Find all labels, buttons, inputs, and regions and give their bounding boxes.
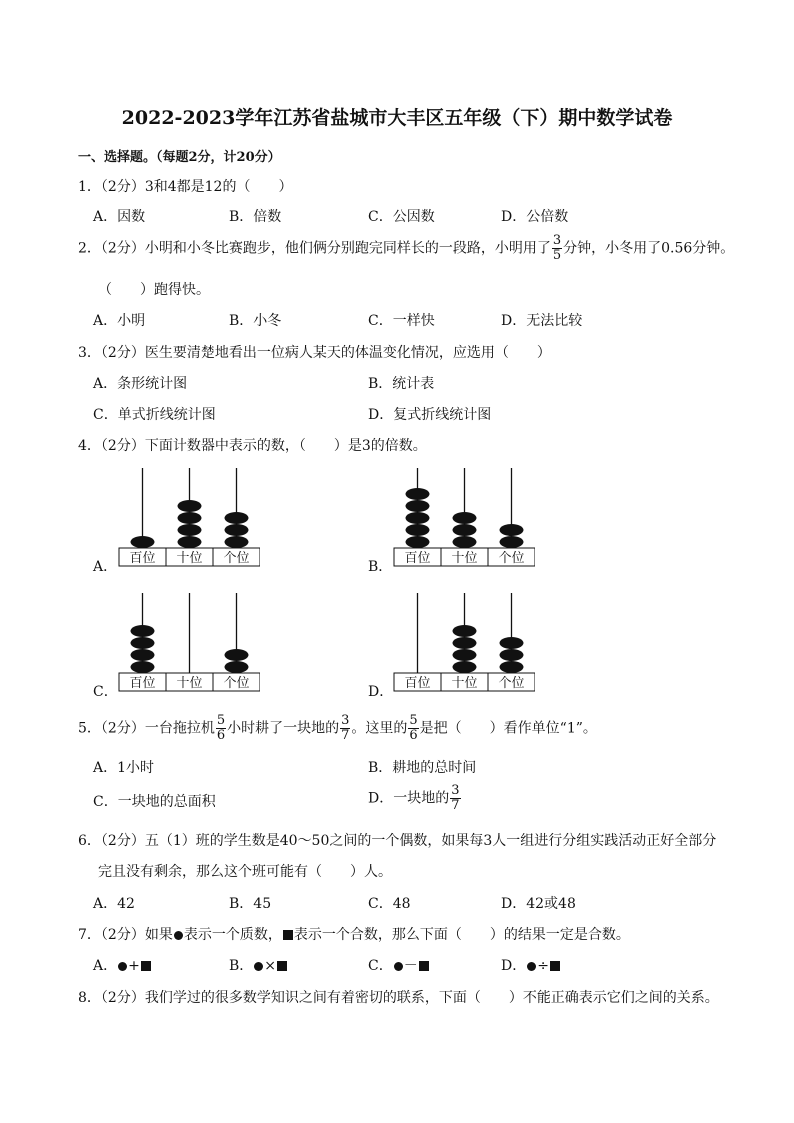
q5-option-d[interactable]: [368, 784, 462, 813]
q2-option-c[interactable]: C．一样快: [368, 313, 435, 329]
q1-option-b[interactable]: B．倍数: [229, 209, 282, 225]
q5-f2-numerator: 3: [341, 713, 350, 728]
abacus-bead: [500, 524, 524, 536]
abacus-bead: [225, 524, 249, 536]
q7-option-a-label: A．: [93, 958, 118, 974]
q2-option-a[interactable]: A．小明: [93, 313, 146, 329]
q7-option-a[interactable]: [93, 955, 152, 975]
q5-fraction-2: [340, 714, 350, 743]
q5-fraction-3: [408, 714, 418, 743]
q3-option-a[interactable]: A．条形统计图: [93, 376, 188, 392]
q6-option-d[interactable]: D．42或48: [501, 896, 576, 912]
q1-option-c[interactable]: C．公因数: [368, 209, 435, 225]
q7-op-times: ×: [264, 958, 277, 974]
abacus-place-label: 个位: [223, 676, 250, 691]
q7-option-d-label: D．: [501, 958, 527, 974]
abacus-place-label: 百位: [404, 551, 431, 566]
abacus-graphic: [393, 466, 535, 570]
q5-stem-part3: 。这里的: [351, 720, 408, 737]
abacus-bead: [453, 524, 477, 536]
q7-stem-part2: 表示一个质数，: [183, 927, 282, 943]
q7-stem-part3: 表示一个合数，那么下面（ ）的结果一定是合数。: [293, 927, 630, 943]
question-1: 1．（2分）3和4都是12的（ ）: [78, 179, 293, 195]
q3-option-c[interactable]: C．单式折线统计图: [93, 407, 216, 423]
q3-option-b[interactable]: B．统计表: [368, 376, 435, 392]
q2-option-b[interactable]: B．小冬: [229, 313, 282, 329]
square-icon: [550, 961, 560, 971]
q7-op-plus: +: [128, 958, 140, 974]
abacus-place-label: 百位: [129, 551, 156, 566]
abacus-bead: [406, 488, 430, 500]
abacus-bead: [453, 637, 477, 649]
square-icon: [277, 961, 287, 971]
abacus-bead: [500, 536, 524, 548]
q5-fraction-1: [216, 714, 226, 743]
abacus-place-label: 个位: [498, 551, 525, 566]
q4-option-a[interactable]: A．: [93, 559, 118, 575]
q5-option-d-fraction: [450, 784, 460, 813]
abacus-graphic: [393, 591, 535, 695]
q5-stem-part4: 是把（ ）看作单位“1”。: [419, 720, 597, 737]
abacus-bead: [406, 512, 430, 524]
q5-option-d-numerator: 3: [451, 783, 460, 798]
abacus-bead: [500, 649, 524, 661]
q5-option-b[interactable]: B．耕地的总时间: [368, 760, 477, 776]
q1-option-a[interactable]: A．因数: [93, 209, 146, 225]
q5-option-d-denominator: 7: [451, 798, 460, 813]
abacus-graphic: [118, 591, 260, 695]
q4-option-d[interactable]: D．: [368, 684, 394, 700]
q6-option-b[interactable]: B．45: [229, 896, 272, 912]
abacus-bead: [453, 625, 477, 637]
question-5: [78, 714, 597, 743]
q2-stem-line2: （ ）跑得快。: [98, 282, 210, 298]
q2-fraction: [552, 234, 562, 263]
q6-option-c[interactable]: C．48: [368, 896, 411, 912]
abacus-place-label: 十位: [451, 551, 478, 566]
abacus-place-label: 个位: [223, 551, 250, 566]
abacus-bead: [131, 649, 155, 661]
square-icon: [283, 930, 293, 940]
abacus-bead: [178, 500, 202, 512]
abacus-bead: [225, 649, 249, 661]
q5-option-d-text: D．一块地的: [368, 790, 450, 807]
circle-icon: [254, 962, 263, 971]
q5-option-a[interactable]: A．1小时: [93, 760, 155, 776]
q2-stem-part1: 2．（2分）小明和小冬比赛跑步，他们俩分别跑完同样长的一段路，小明用了: [78, 240, 551, 257]
exam-title: 2022-2023学年江苏省盐城市大丰区五年级（下）期中数学试卷: [121, 107, 673, 129]
q7-option-d[interactable]: [501, 955, 561, 975]
abacus-bead: [131, 637, 155, 649]
abacus-a: [118, 466, 260, 574]
abacus-bead: [500, 637, 524, 649]
abacus-bead: [178, 512, 202, 524]
circle-icon: [394, 962, 403, 971]
abacus-bead: [406, 500, 430, 512]
section-heading: 一、选择题。（每题2分，计20分）: [78, 150, 281, 165]
q3-option-d[interactable]: D．复式折线统计图: [368, 407, 492, 423]
question-2: [78, 234, 734, 263]
q5-stem-part1: 5．（2分）一台拖拉机: [78, 720, 215, 737]
q2-fraction-numerator: 3: [552, 233, 562, 248]
q5-stem-part2: 小时耕了一块地的: [227, 720, 340, 737]
q6-option-a[interactable]: A．42: [93, 896, 135, 912]
q7-op-divide: ÷: [537, 958, 549, 974]
circle-icon: [118, 962, 127, 971]
abacus-place-label: 十位: [451, 676, 478, 691]
circle-icon: [174, 931, 183, 940]
square-icon: [141, 961, 151, 971]
q4-option-c[interactable]: C．: [93, 684, 118, 700]
q1-option-d[interactable]: D．公倍数: [501, 209, 569, 225]
abacus-place-label: 百位: [404, 676, 431, 691]
question-6-line2: 完且没有剩余，那么这个班可能有（ ）人。: [98, 864, 392, 880]
q5-f3-denominator: 6: [409, 728, 418, 743]
q2-stem-part2: 分钟，小冬用了0.56分钟。: [563, 240, 735, 257]
abacus-bead: [453, 661, 477, 673]
abacus-bead: [453, 649, 477, 661]
circle-icon: [527, 962, 536, 971]
abacus-bead: [500, 661, 524, 673]
question-6-line1: 6．（2分）五（1）班的学生数是40～50之间的一个偶数，如果每3人一组进行分组实践活动正好全部分: [78, 833, 717, 849]
q7-option-c-label: C．: [368, 958, 393, 974]
abacus-bead: [178, 524, 202, 536]
q7-option-c[interactable]: [368, 955, 430, 975]
q7-option-b[interactable]: [229, 955, 288, 975]
q7-option-b-label: B．: [229, 958, 254, 974]
q7-op-minus: －: [403, 958, 418, 974]
q5-option-c[interactable]: C．一块地的总面积: [93, 794, 216, 810]
abacus-bead: [453, 512, 477, 524]
abacus-bead: [131, 625, 155, 637]
abacus-bead: [225, 512, 249, 524]
q4-option-b[interactable]: B．: [368, 559, 393, 575]
abacus-place-label: 十位: [176, 676, 203, 691]
abacus-bead: [406, 524, 430, 536]
q2-fraction-denominator: 5: [552, 248, 562, 263]
q7-stem-part1: 7．（2分）如果: [78, 927, 173, 943]
abacus-place-label: 个位: [498, 676, 525, 691]
abacus-c: [118, 591, 260, 699]
abacus-bead: [131, 536, 155, 548]
abacus-b: [393, 466, 535, 574]
abacus-bead: [131, 661, 155, 673]
q5-f1-denominator: 6: [216, 728, 226, 743]
q5-f1-numerator: 5: [216, 713, 226, 728]
question-4: 4．（2分）下面计数器中表示的数，（ ）是3的倍数。: [78, 438, 427, 454]
abacus-bead: [453, 536, 477, 548]
abacus-bead: [178, 536, 202, 548]
abacus-graphic: [118, 466, 260, 570]
q5-f3-numerator: 5: [409, 713, 418, 728]
abacus-bead: [225, 536, 249, 548]
abacus-d: [393, 591, 535, 699]
abacus-bead: [406, 536, 430, 548]
abacus-place-label: 十位: [176, 551, 203, 566]
question-3: 3．（2分）医生要清楚地看出一位病人某天的体温变化情况，应选用（ ）: [78, 345, 551, 361]
abacus-place-label: 百位: [129, 676, 156, 691]
q2-option-d[interactable]: D．无法比较: [501, 313, 583, 329]
question-8: 8．（2分）我们学过的很多数学知识之间有着密切的联系，下面（ ）不能正确表示它们之间的关系。: [78, 990, 719, 1006]
square-icon: [419, 961, 429, 971]
abacus-bead: [225, 661, 249, 673]
question-7: [78, 924, 630, 944]
q5-f2-denominator: 7: [341, 728, 350, 743]
